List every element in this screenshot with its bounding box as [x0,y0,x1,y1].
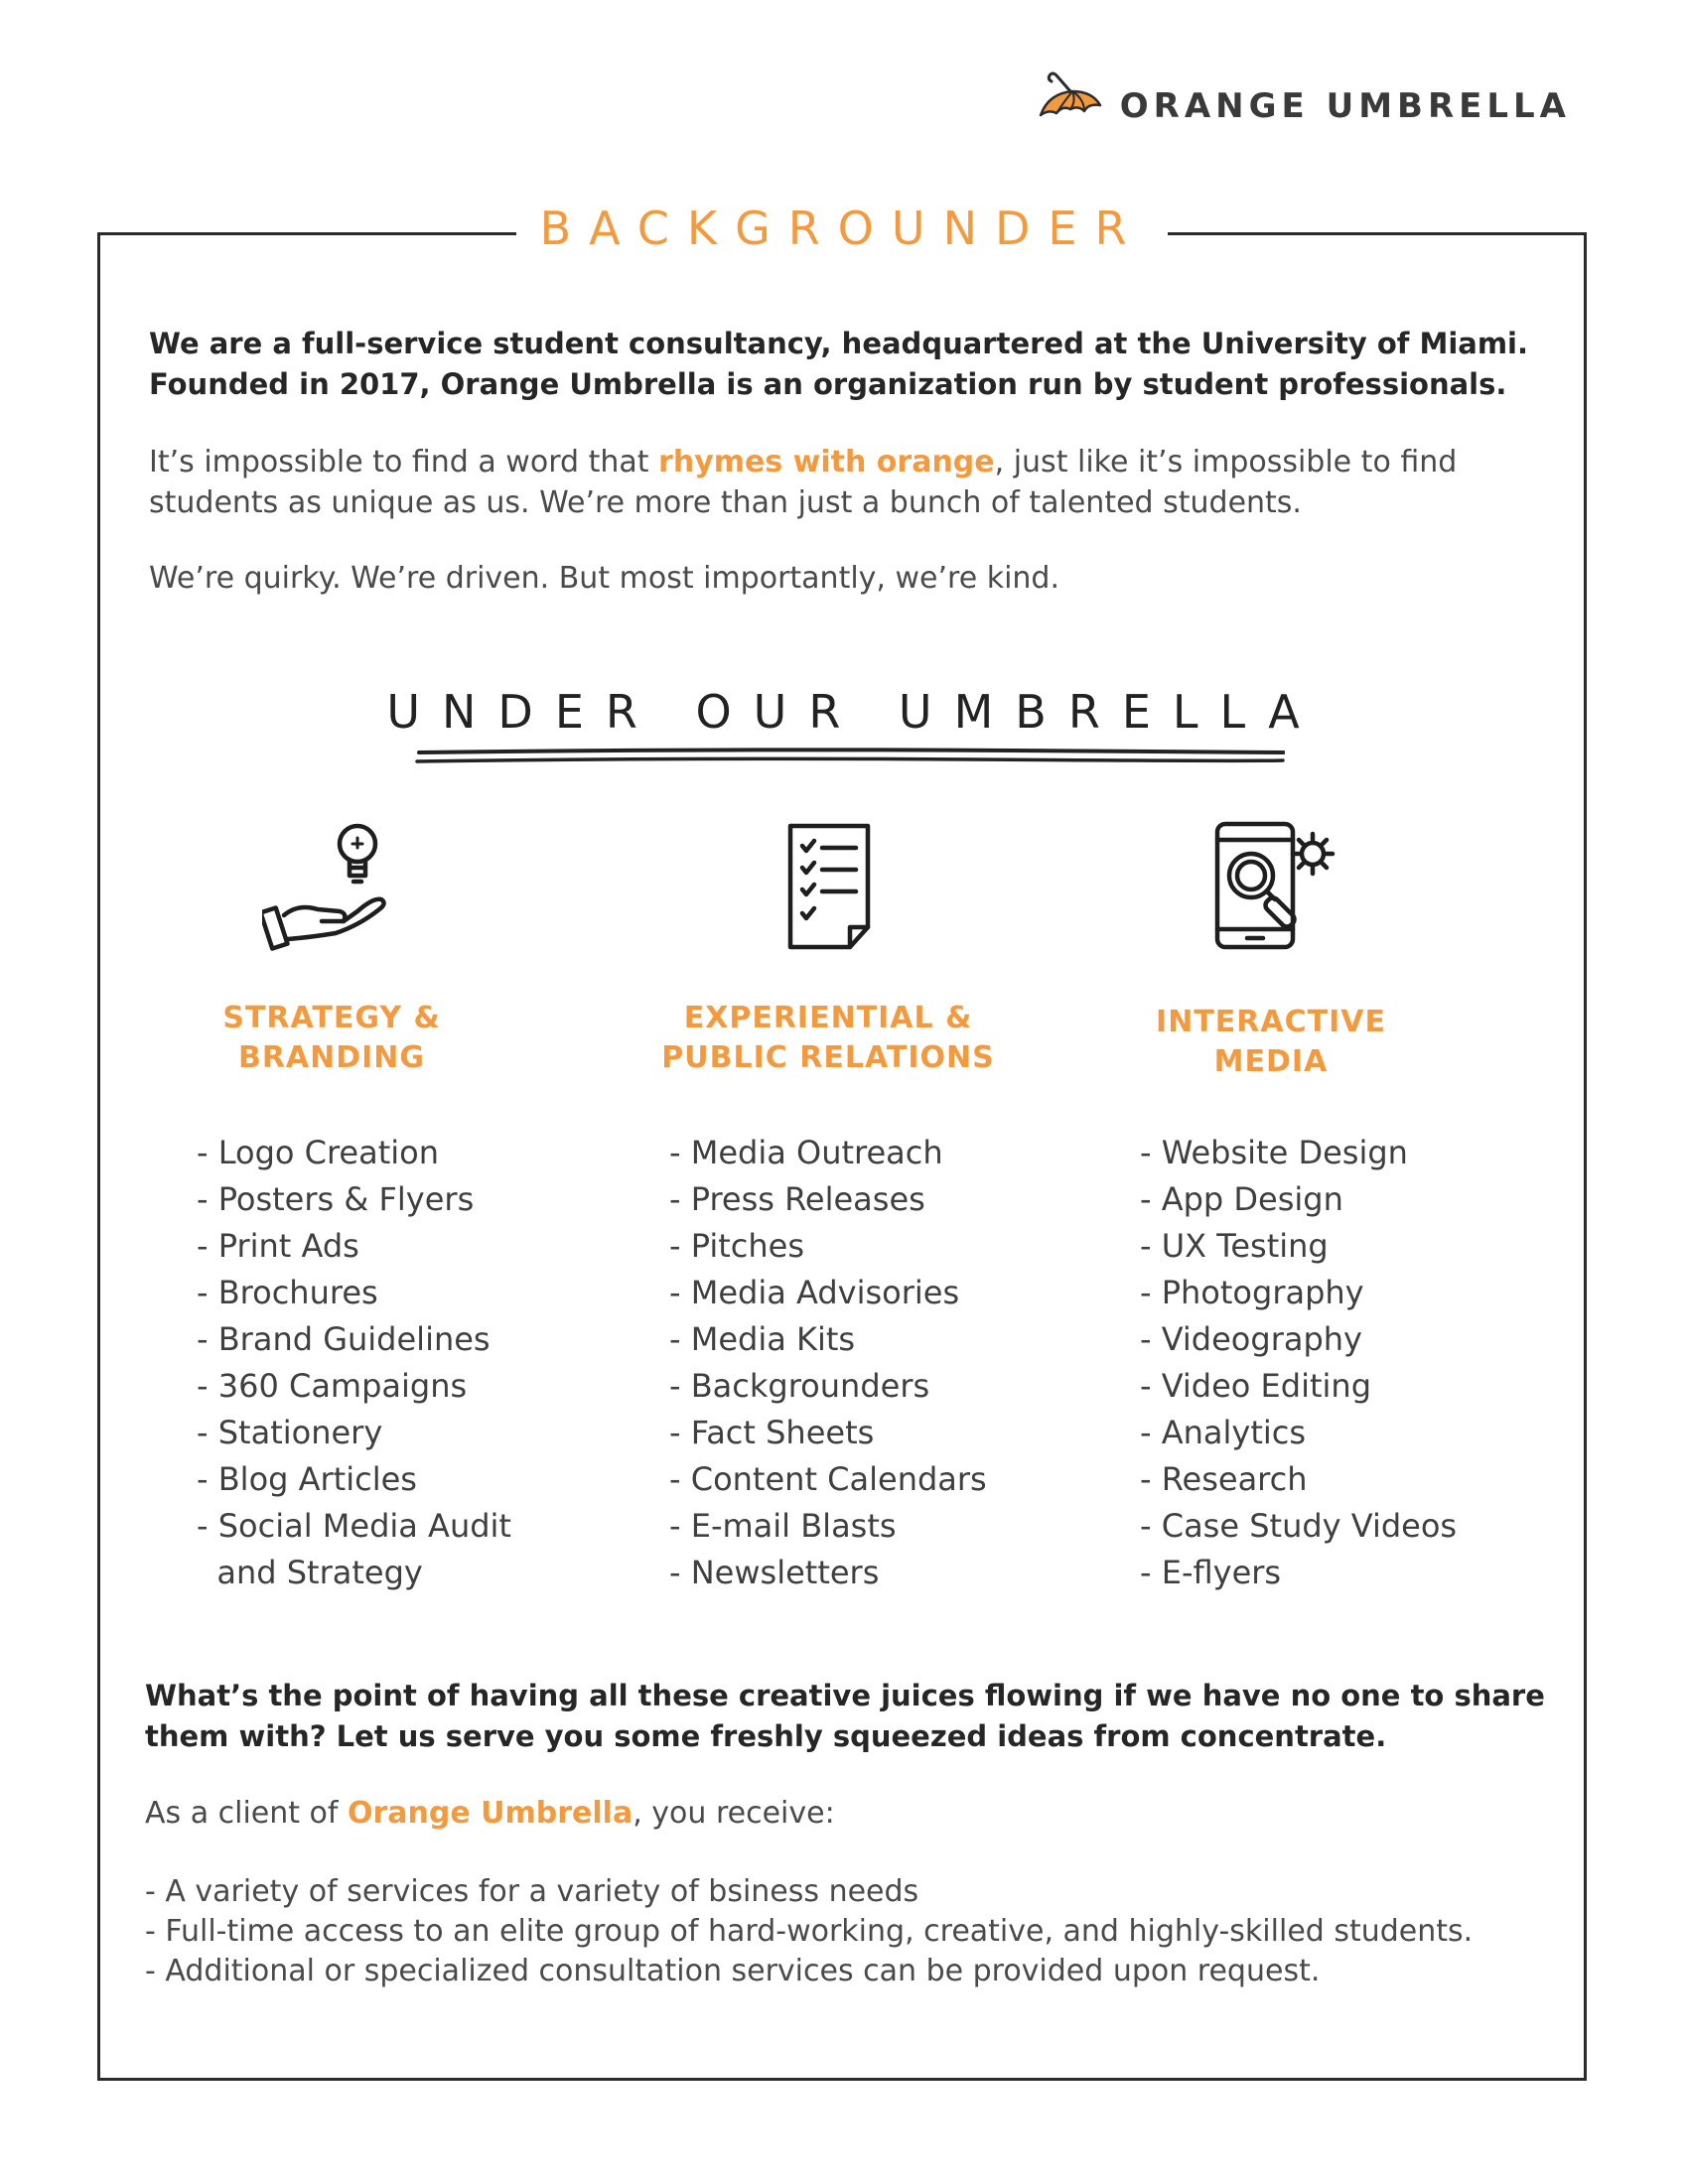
closing-bold: What’s the point of having all these creative juices flowing if we have no one to share them with? Let us serve you some freshly squeezed ideas from concentrate. [145,1679,1545,1753]
brand-name: ORANGE UMBRELLA [1119,86,1571,126]
list-item: - Brand Guidelines [197,1320,491,1358]
intro-paragraph [149,442,1539,523]
list-item: - E-flyers [1140,1554,1282,1591]
list-item: - Videography [1140,1320,1362,1358]
client-before: As a client of [145,1796,348,1831]
page-title-wrap [100,202,1584,255]
list-item: - Print Ads [197,1227,359,1265]
service-column-strategy [133,814,530,1591]
service-title-pr [630,999,1027,1078]
service-title-line1: INTERACTIVE [1156,1005,1386,1039]
list-item: - Pitches [669,1227,804,1265]
hand-drawn-underline [415,745,1285,768]
list-item: - Newsletters [669,1554,880,1591]
list-item: - Stationery [197,1414,383,1451]
list-item: - App Design [1140,1180,1343,1218]
client-intro [145,1793,1555,1834]
list-item: - Backgrounders [669,1367,930,1405]
list-item: - Case Study Videos [1140,1507,1458,1545]
service-title-line2: PUBLIC RELATIONS [661,1040,995,1075]
list-item: - Media Outreach [669,1134,943,1171]
list-item: - Logo Creation [197,1134,440,1171]
intro-p2-after: , just like it’s impossible to find students as unique as us. We’re more than just a bunch of talented students. [149,445,1458,520]
service-title-interactive [1072,1003,1470,1082]
rhymes-highlight: rhymes with orange [658,445,995,479]
service-title-strategy [133,999,530,1078]
service-list-interactive [1140,1130,1457,1596]
intro-p2-before: It’s impossible to find a word that [149,445,659,479]
client-after: , you receive: [633,1796,835,1831]
client-highlight: Orange Umbrella [348,1796,633,1831]
list-item: - Research [1140,1460,1308,1498]
list-item: - Content Calendars [669,1460,987,1498]
page-title: BACKGROUNDER [516,202,1169,255]
list-item: - Photography [1140,1274,1364,1311]
list-item: - UX Testing [1140,1227,1329,1265]
list-item: - E-mail Blasts [669,1507,897,1545]
intro-tagline: We’re quirky. We’re driven. But most importantly, we’re kind. [149,561,1059,596]
list-item: - Social Media Audit [197,1507,511,1545]
service-column-pr [630,814,1027,1591]
brand-logo [1035,71,1571,141]
list-item: - Full-time access to an elite group of hard-working, creative, and highly-skilled students. [145,1914,1474,1949]
list-item: - Press Releases [669,1180,925,1218]
service-list-pr [669,1130,987,1596]
service-list-strategy [197,1130,511,1596]
checklist-document-icon [759,814,898,953]
service-title-line2: MEDIA [1213,1044,1329,1079]
list-item: - 360 Campaigns [197,1367,468,1405]
benefits-list [145,1872,1555,1991]
list-item: and Strategy [197,1554,423,1591]
intro-bold: We are a full-service student consultancy, headquartered at the University of Miami. Founded in 2017, Orange Umbrella is an organization run by student professionals. [149,327,1528,401]
list-item: - Media Kits [669,1320,856,1358]
phone-magnifier-gear-icon [1201,814,1340,953]
list-item: - Blog Articles [197,1460,417,1498]
service-title-line1: EXPERIENTIAL & [683,1001,973,1035]
umbrella-icon [1035,71,1104,141]
service-title-line2: BRANDING [237,1040,426,1075]
list-item: - Fact Sheets [669,1414,875,1451]
list-item: - Media Advisories [669,1274,960,1311]
list-item: - Website Design [1140,1134,1408,1171]
service-title-line1: STRATEGY & [222,1001,441,1035]
list-item: - Additional or specialized consultation services can be provided upon request. [145,1954,1321,1988]
hand-lightbulb-icon [262,814,401,953]
list-item: - A variety of services for a variety of bsiness needs [145,1874,919,1909]
services-title: UNDER OUR UMBRELLA [386,685,1322,739]
service-column-interactive [1072,814,1470,1591]
list-item: - Brochures [197,1274,378,1311]
list-item: - Analytics [1140,1414,1307,1451]
list-item: - Video Editing [1140,1367,1371,1405]
list-item: - Posters & Flyers [197,1180,475,1218]
